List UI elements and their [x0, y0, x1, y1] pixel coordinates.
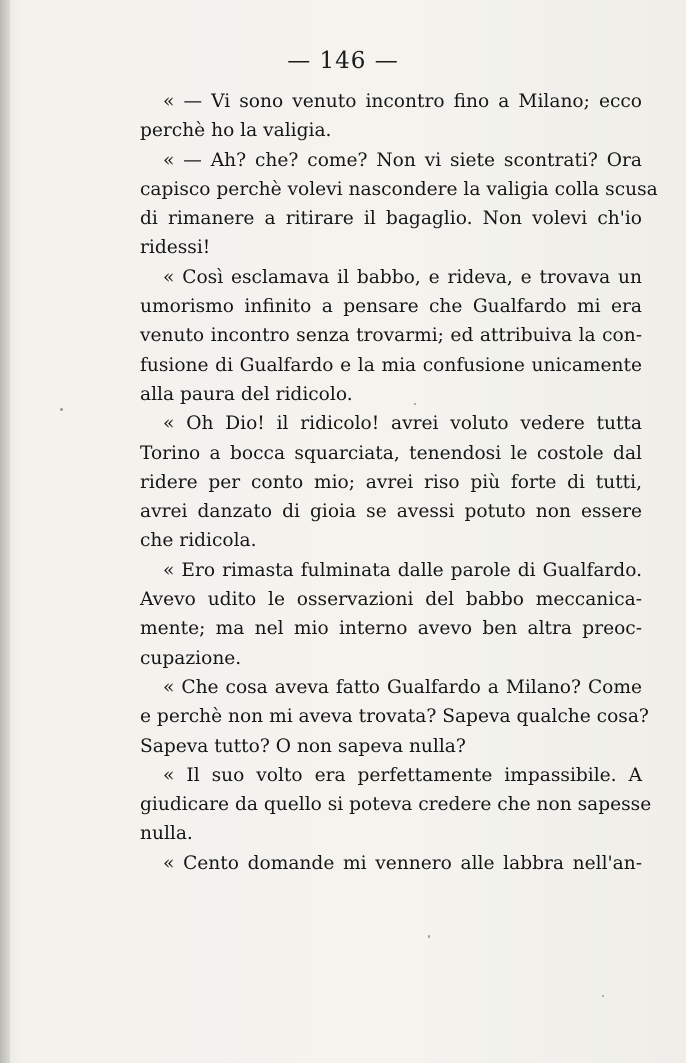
text-line: avrei danzato di gioia se avessi potuto non essere [140, 501, 642, 523]
text-line: « — Vi sono venuto incontro fino a Milano; ecco [163, 91, 642, 112]
text-line: alla paura del ridicolo. [140, 383, 353, 405]
text-line: « Oh Dio! il ridicolo! avrei voluto vedere tutta [163, 413, 642, 435]
text-line: « Che cosa aveva fatto Gualfardo a Milano? Come [163, 676, 642, 698]
paper-speck [602, 995, 604, 997]
paper-speck [428, 935, 430, 938]
text-line: ridessi! [140, 237, 211, 259]
paper-speck [414, 403, 416, 405]
binding-edge [0, 0, 10, 1063]
text-line: giudicare da quello si poteva credere che non sapesse [140, 794, 652, 816]
text-line: mente; ma nel mio interno avevo ben altra preoc- [140, 618, 642, 640]
text-line: Sapeva tutto? O non sapeva nulla? [140, 735, 466, 757]
text-line: « — Ah? che? come? Non vi siete scontrati? Ora [163, 149, 642, 171]
text-line: fusione di Gualfardo e la mia confusione unicamente [140, 354, 642, 376]
page-number: — 146 — [287, 48, 399, 74]
text-line: nulla. [140, 823, 193, 845]
text-line: umorismo infinito a pensare che Gualfardo mi era [140, 296, 642, 318]
text-line: e perchè non mi aveva trovata? Sapeva qualche cosa? [140, 706, 649, 728]
text-line: « Cento domande mi vennero alle labbra nell'an- [163, 852, 642, 874]
text-line: di rimanere a ritirare il bagaglio. Non volevi ch'io [140, 208, 642, 230]
text-line: venuto incontro senza trovarmi; ed attribuiva la con- [140, 325, 642, 347]
text-line: « Così esclamava il babbo, e rideva, e trovava un [163, 266, 642, 288]
paper-speck [60, 408, 63, 411]
text-line: che ridicola. [140, 530, 257, 552]
text-line: ridere per conto mio; avrei riso più forte di tutti, [140, 471, 642, 493]
body-text [140, 87, 658, 878]
text-line: perchè ho la valigia. [140, 120, 332, 142]
text-line: « Ero rimasta fulminata dalle parole di Gualfardo. [163, 559, 642, 581]
text-line: capisco perchè volevi nascondere la valigia colla scusa [140, 178, 658, 200]
text-line: « Il suo volto era perfettamente impassibile. A [163, 764, 642, 786]
text-line: Torino a bocca squarciata, tenendosi le costole dal [140, 442, 642, 464]
text-line: cupazione. [140, 647, 242, 669]
text-line: Avevo udito le osservazioni del babbo meccanica- [140, 589, 642, 611]
